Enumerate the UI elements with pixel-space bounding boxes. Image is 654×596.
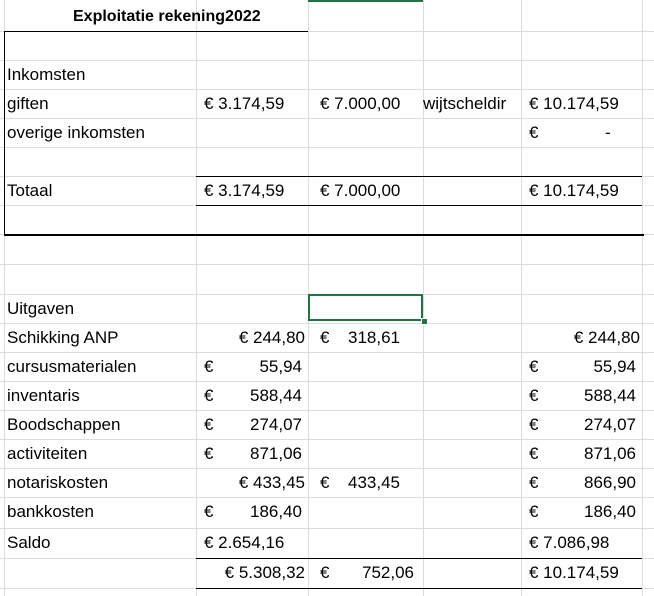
amount: - (605, 123, 611, 142)
amount: € 433,45 (238, 473, 305, 492)
currency-symbol: € (529, 386, 539, 405)
section-divider (4, 234, 644, 236)
currency-symbol: € (204, 444, 214, 463)
row-label: inventaris (7, 386, 80, 405)
amount: 186,40 (584, 502, 636, 521)
currency-symbol: € (320, 473, 330, 492)
row-label: bankkosten (7, 502, 94, 521)
title-underline (4, 31, 308, 32)
amount: 274,07 (584, 415, 636, 434)
note: wijtscheldir (423, 94, 507, 113)
sheet-title[interactable]: Exploitatie rekening2022 (73, 8, 261, 25)
currency-symbol: € (529, 415, 539, 434)
row-label: giften (7, 94, 49, 113)
fill-handle[interactable] (421, 318, 428, 325)
amount: 866,90 (584, 473, 636, 492)
currency-symbol: € (320, 328, 330, 347)
row-label: Totaal (7, 181, 53, 200)
column-c-header-indicator (308, 0, 423, 2)
row-label: notariskosten (7, 473, 109, 492)
amount: € 7.000,00 (320, 94, 401, 113)
currency-symbol: € (204, 357, 214, 376)
currency-symbol: € (204, 386, 214, 405)
amount: 871,06 (250, 444, 302, 463)
amount: € 10.174,59 (529, 181, 619, 200)
amount: € 10.174,59 (529, 94, 619, 113)
income-total-bottom-border (196, 205, 642, 206)
amount: 186,40 (250, 502, 302, 521)
currency-symbol: € (529, 444, 539, 463)
amount: 274,07 (250, 415, 302, 434)
amount: € 3.174,59 (204, 181, 285, 200)
row-label: Schikking ANP (7, 328, 119, 347)
amount: 871,06 (584, 444, 636, 463)
amount: 55,94 (259, 357, 302, 376)
amount: € 2.654,16 (204, 533, 285, 552)
amount: 752,06 (362, 563, 414, 582)
amount: € 244,80 (573, 328, 640, 347)
currency-symbol: € (529, 357, 539, 376)
row-label: Saldo (7, 533, 51, 552)
currency-symbol: € (529, 473, 539, 492)
currency-symbol: € (320, 563, 330, 582)
amount: € 7.086,98 (529, 533, 610, 552)
amount: € 7.000,00 (320, 181, 401, 200)
row-label: activiteiten (7, 444, 88, 463)
amount: 55,94 (593, 357, 636, 376)
amount: € 244,80 (238, 328, 305, 347)
amount: € 5.308,32 (224, 563, 305, 582)
amount: 588,44 (584, 386, 636, 405)
expense-total-bottom-border (196, 588, 642, 589)
currency-symbol: € (529, 502, 539, 521)
currency-symbol: € (204, 502, 214, 521)
currency-symbol: € (204, 415, 214, 434)
income-header[interactable]: Inkomsten (7, 65, 86, 84)
amount: 318,61 (348, 328, 400, 347)
amount: € 10.174,59 (529, 563, 619, 582)
expense-header[interactable]: Uitgaven (7, 299, 75, 318)
currency-symbol: € (529, 123, 539, 142)
row-label: Boodschappen (7, 415, 121, 434)
amount: 433,45 (348, 473, 400, 492)
row-label: cursusmaterialen (7, 357, 137, 376)
amount: 588,44 (250, 386, 302, 405)
row-label: overige inkomsten (7, 123, 145, 142)
amount: € 3.174,59 (204, 94, 285, 113)
selected-cell[interactable] (308, 294, 423, 321)
